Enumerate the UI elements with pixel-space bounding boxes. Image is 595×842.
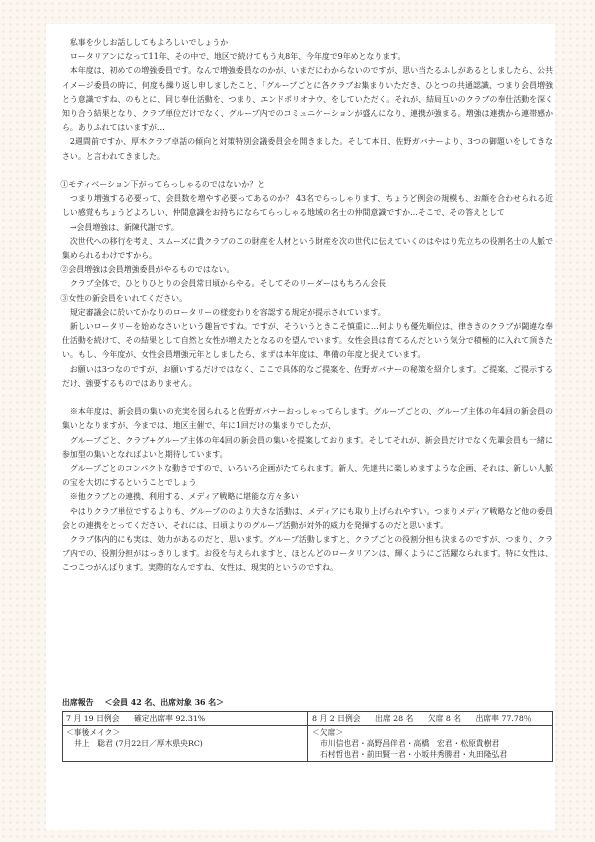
- intro-paragraph-2: ロータリアンになって11年、その中で、地区で続けてもう丸8年、今年度で9年めとなります。: [69, 52, 406, 62]
- section-3-body-1: 規定審議会に於いてかなりのロータリーの様変わりを容認する規定が提示されています。: [69, 307, 386, 317]
- intro-paragraph-1: 私事を少しお話ししてもよろしいでしょうか: [69, 38, 229, 47]
- left-meeting-date: 7 月 19 日例会: [66, 714, 120, 723]
- note-paragraph-4: ※他クラブとの連携、利用する、メディア戦略に堪能な方々多い: [69, 492, 299, 502]
- spacer: [62, 164, 553, 178]
- makeup-label: ＜事後メイク＞: [66, 728, 121, 737]
- section-2-body: クラブ全体で、ひとりひとりの会員常日頃からやる。そしてそのリーダーはもちろん会長: [69, 279, 387, 289]
- section-1-body: つまり増強する必要って、会員数を増やす必要ってあるのか？ 43名でらっしゃります、ちょうど例会の規模も、お顔を合わせられる近しい感覚もちょうどよろしい、仲間意識をお持ちにならてらっしゃる地域の名士の仲間意識ですか…そこで、その答えとして: [62, 194, 553, 218]
- section-1-answer: →会員増強は、新陳代謝です。: [69, 222, 179, 232]
- attendance-table: [62, 711, 553, 762]
- intro-paragraph-4: 2週間前ですか、厚木クラブ卓話の傾向と対策特別会議委員会を開きました。そして本日、佐野ガバナーより、3つの御題いをしてきなさい。と言われてきました。: [62, 137, 553, 161]
- right-rate: 出席率 77.78％: [475, 714, 532, 723]
- section-3-heading: ③女性の新会員をいれてください。: [60, 293, 187, 303]
- absentees-label: ＜欠席＞: [312, 728, 344, 737]
- note-paragraph-6: クラブ体内的にも実は、効力があるのだと、思います。グループ活動しますと、クラブごとの役割分担も決まるのですが、つまり、クラブ内での、役割分担がはっきりします。お役を与えられますと、ほとんどのロータリアンは、輝くようにご活躍なられます。特に女性は、こつこつがんばります。実際的なんですね、女性は、現実的というのですね。: [62, 535, 553, 573]
- note-paragraph-3: グループごとのコンパクトな動きですので、いろいろ企画がたてられます。新人、先達共に楽しめますような企画、それは、新しい人脈の宝を大切にするということでしょう: [62, 464, 553, 488]
- absentees-cell: [308, 726, 553, 762]
- attendance-title: 出席報告: [62, 698, 94, 707]
- left-meeting-cell: [63, 712, 308, 726]
- section-1-heading: ①モティベーション下がってらっしゃるのではないか？と: [60, 180, 266, 190]
- note-paragraph-2: グループごと、クラブ+グループ主体の年4回の新会員の集いを提案しております。そしてそれが、新会員だけでなく先輩会員も一緒に参加型の集いとなればよいと期待しています。: [62, 435, 553, 459]
- spacer: [62, 391, 553, 405]
- intro-paragraph-3: 本年度は、初めての増強委員です。なんで増強委員なのかが、いまだにわからないのですが、思い当たるふしがあるとしましたら、公共イメージ委員の時に、何度も繰り返し申しましたこと、「グループごとに各クラブお集まりいただき、ひとつの共通認識、つまり会員増強とう意識ですね、のもとに、同じ奉仕活動を、つまり、エンドポリオナウ、をしていただく。それが、結局互いのクラブの奉仕活動を深く知り合う結果となり、クラブ単位だけでなく、グループ内でのコミュニケーションが盛んになり、連携が強まる。増強は連携から連帯感から。ありふれてはいますが…: [62, 66, 553, 133]
- attendance-summary: ＜会員 42 名、出席対象 36 名＞: [104, 698, 225, 707]
- right-attend: 出席 28 名: [375, 714, 414, 723]
- note-paragraph-5: やはりクラブ単位でするよりも、グループののより大きな活動は、メディアにも取り上げられやすい。つまりメディア戦略など他の委員会との連携をとってください、それには、日頃よりのグループ活動が対外的威力を発揮するのだと思います。: [62, 506, 553, 530]
- left-rate: 確定出席率 92.31%: [134, 714, 206, 723]
- speech-body: [62, 36, 553, 576]
- section-1-body-2: 次世代への移行を考え、スムーズに貴クラブのこの財産を人材という財産を次の世代に伝えていくのはやはり先立ちの役割名士の人脈で集められるわけですから。: [62, 236, 553, 261]
- note-paragraph-1: ※本年度は、新会員の集いの充実を図られると佐野ガバナーおっしゃってらします。グループごとの、グループ主体の年4回の新会員の集いとなりますが、今までは、地区主催で、年に1回だけの集まりでしたが、: [62, 407, 553, 431]
- section-2-heading: ②会員増強は会員増強委員がやるものではない。: [60, 265, 235, 275]
- table-row: [63, 712, 553, 726]
- section-3-body-2: 新しいロータリーを始めなさいという趣旨ですね。ですが、そういうときこそ慎重に…何よりも優先順位は、律ききのクラブが閾違な奉仕活動を続けて、その結果として自然と女性が増えたとなるのを望んでいます。女性会員は育てるんだという気分で積極的に入れて頂きたい。もし、今年度が、女性会員増強元年としましたら、まずは本年度は、準備の年度と捉えています。: [62, 322, 553, 360]
- attendance-heading: [62, 697, 553, 708]
- section-3-body-3: お願いは3つなのですが、お願いするだけではなく、ここで具体的なご提案を、佐野ガバナーの秘策を紹介します。ご提案、ご提示するだけ、強要するものではありません。: [62, 364, 553, 388]
- table-row: [63, 726, 553, 762]
- right-meeting-date: 8 月 2 日例会: [312, 714, 361, 723]
- makeup-value: 井上 聡君 (7月22日／厚木県央RC): [74, 739, 203, 748]
- absentees-line-1: 市川信也君・高野昌伴君・高橋 宏君・松原貴樹君: [320, 739, 500, 748]
- right-absent: 欠席 8 名: [427, 714, 462, 723]
- absentees-line-2: 石村哲也君・前田賢一君・小坂井秀勝君・丸田隆弘君: [320, 750, 508, 759]
- right-meeting-cell: [308, 712, 553, 726]
- attendance-report: [62, 697, 553, 762]
- makeup-cell: [63, 726, 308, 762]
- page-sheet: [46, 24, 555, 830]
